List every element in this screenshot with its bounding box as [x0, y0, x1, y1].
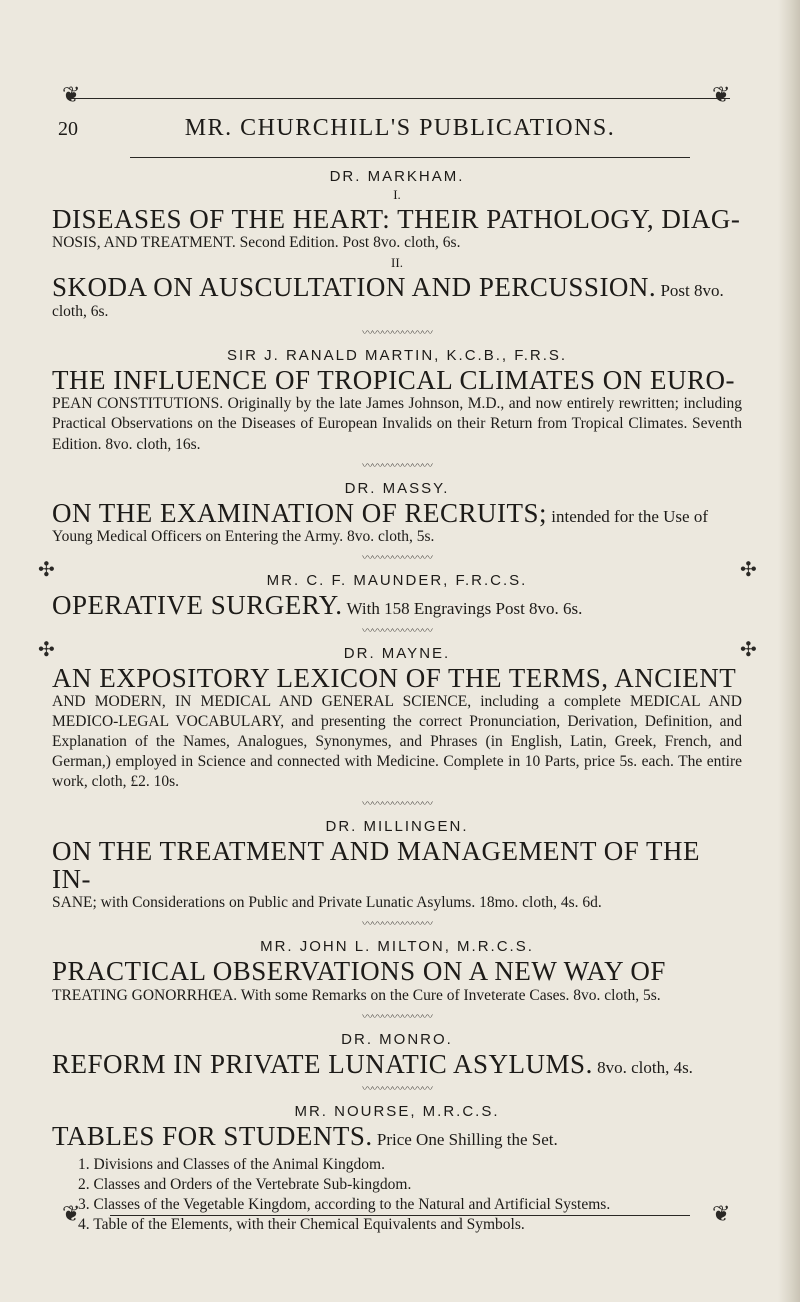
page-number: 20 [58, 118, 78, 140]
entry-martin [52, 347, 742, 455]
work-title: ON THE TREATMENT AND MANAGEMENT OF THE IN- [52, 835, 701, 894]
list-item: 4. Table of the Elements, with their Chemical Equivalents and Symbols. [78, 1216, 525, 1234]
work-title-line [52, 499, 742, 527]
list-item: 2. Classes and Orders of the Vertebrate Sub-kingdom. [78, 1175, 412, 1193]
work-title: ON THE EXAMINATION OF RECRUITS; [52, 497, 548, 528]
entry-milton [52, 938, 742, 1005]
entry-monro [52, 1031, 742, 1078]
work-title: OPERATIVE SURGERY. [52, 590, 343, 621]
work-title-line [52, 1050, 742, 1078]
work-numeral: I. [393, 187, 401, 202]
work-title-tail: Price One Shilling the Set. [372, 1130, 558, 1150]
author-name: MR. JOHN L. MILTON, M.R.C.S. [260, 938, 534, 956]
wavy-divider: 〰〰〰〰〰〰〰 [362, 1083, 432, 1096]
side-ornament-icon: ✣ [38, 639, 55, 661]
page-spine-shadow [778, 0, 800, 1302]
author-name: DR. MAYNE. [343, 644, 451, 662]
corner-ornament-icon: ❦ [62, 82, 81, 107]
work-title-tail: 8vo. cloth, 4s. [592, 1057, 693, 1077]
corner-ornament-icon: ❦ [712, 82, 731, 107]
work-title: PRACTICAL OBSERVATIONS ON A NEW WAY OF [52, 956, 666, 987]
header-rule [130, 157, 690, 158]
work-title: SKODA ON AUSCULTATION AND PERCUSSION. [52, 272, 657, 303]
publication-list [52, 168, 742, 1235]
author-name: MR. C. F. MAUNDER, F.R.C.S. [266, 572, 528, 590]
entry-maunder [52, 572, 742, 619]
work-description: AND MODERN, IN MEDICAL AND GENERAL SCIENCE, including a complete MEDICAL AND MEDICO-LEGAL VOCABULARY, and presenting the correct Pronunciation, Derivation, Definition, and Explanation of the Names, Analogues, Synonymes, and Phrases (in English, Latin, Greek, French, and German,) employed in Science and connected with Medicine. Complete in 10 Parts, price 5s. each. The entire work, cloth, £2. 10s. [52, 692, 742, 791]
side-ornament-icon: ✣ [740, 559, 757, 581]
work-title: REFORM IN PRIVATE LUNATIC ASYLUMS. [52, 1048, 593, 1079]
entry-markham [52, 168, 742, 322]
wavy-divider: 〰〰〰〰〰〰〰 [362, 797, 432, 810]
work-description: TREATING GONORRHŒA. With some Remarks on the Cure of Inveterate Cases. 8vo. cloth, 5s. [52, 986, 661, 1004]
work-description: cloth, 6s. [52, 302, 109, 320]
entry-mayne [52, 645, 742, 793]
corner-ornament-icon: ❦ [712, 1201, 731, 1226]
author-name: DR. MARKHAM. [329, 168, 465, 185]
author-name: DR. MASSY. [344, 479, 450, 497]
work-title-line [52, 1122, 742, 1150]
entry-massy [52, 480, 742, 547]
work-title-tail: Post 8vo. [656, 281, 724, 301]
work-numeral: II. [391, 255, 403, 271]
wavy-divider: 〰〰〰〰〰〰〰 [362, 552, 432, 565]
list-item: 3. Classes of the Vegetable Kingdom, according to the Natural and Artificial Systems. [78, 1195, 611, 1213]
side-ornament-icon: ✣ [740, 639, 757, 661]
author-name: DR. MONRO. [341, 1030, 453, 1048]
work-title-line [52, 273, 742, 301]
work-title-tail: With 158 Engravings Post 8vo. 6s. [342, 599, 583, 619]
author-name: DR. MILLINGEN. [325, 817, 469, 835]
tables-list [52, 1155, 742, 1236]
work-title-tail: intended for the Use of [547, 506, 708, 526]
corner-ornament-icon: ❦ [62, 1201, 81, 1226]
list-item: 1. Divisions and Classes of the Animal Kingdom. [78, 1155, 385, 1173]
work-title: THE INFLUENCE OF TROPICAL CLIMATES ON EURO- [52, 364, 735, 395]
work-title-line [52, 591, 742, 619]
author-name: MR. NOURSE, M.R.C.S. [294, 1103, 500, 1121]
wavy-divider: 〰〰〰〰〰〰〰 [362, 918, 432, 931]
entry-millingen [52, 818, 742, 914]
entry-nourse [52, 1103, 742, 1235]
work-description: Young Medical Officers on Entering the Army. 8vo. cloth, 5s. [52, 528, 435, 546]
wavy-divider: 〰〰〰〰〰〰〰 [362, 624, 432, 637]
author-name: SIR J. RANALD MARTIN, K.C.B., F.R.S. [226, 346, 568, 364]
work-description: NOSIS, AND TREATMENT. Second Edition. Post 8vo. cloth, 6s. [52, 234, 461, 252]
work-title: DISEASES OF THE HEART: THEIR PATHOLOGY, DIAG- [52, 204, 741, 234]
top-rule [70, 98, 730, 99]
wavy-divider: 〰〰〰〰〰〰〰 [362, 1010, 432, 1023]
work-description: PEAN CONSTITUTIONS. Originally by the late James Johnson, M.D., and now entirely rewritten; including Practical Observations on the Diseases of European Invalids on their Return from Tropical Climates. Seventh Edition. 8vo. cloth, 16s. [52, 395, 742, 453]
side-ornament-icon: ✣ [38, 559, 55, 581]
wavy-divider: 〰〰〰〰〰〰〰 [362, 459, 432, 472]
work-title: AN EXPOSITORY LEXICON OF THE TERMS, ANCIENT [52, 662, 737, 693]
work-title: TABLES FOR STUDENTS. [52, 1121, 373, 1152]
running-header: MR. CHURCHILL'S PUBLICATIONS. [184, 115, 616, 141]
wavy-divider: 〰〰〰〰〰〰〰 [362, 326, 432, 339]
work-description: SANE; with Considerations on Public and Private Lunatic Asylums. 18mo. cloth, 4s. 6d. [52, 894, 602, 912]
